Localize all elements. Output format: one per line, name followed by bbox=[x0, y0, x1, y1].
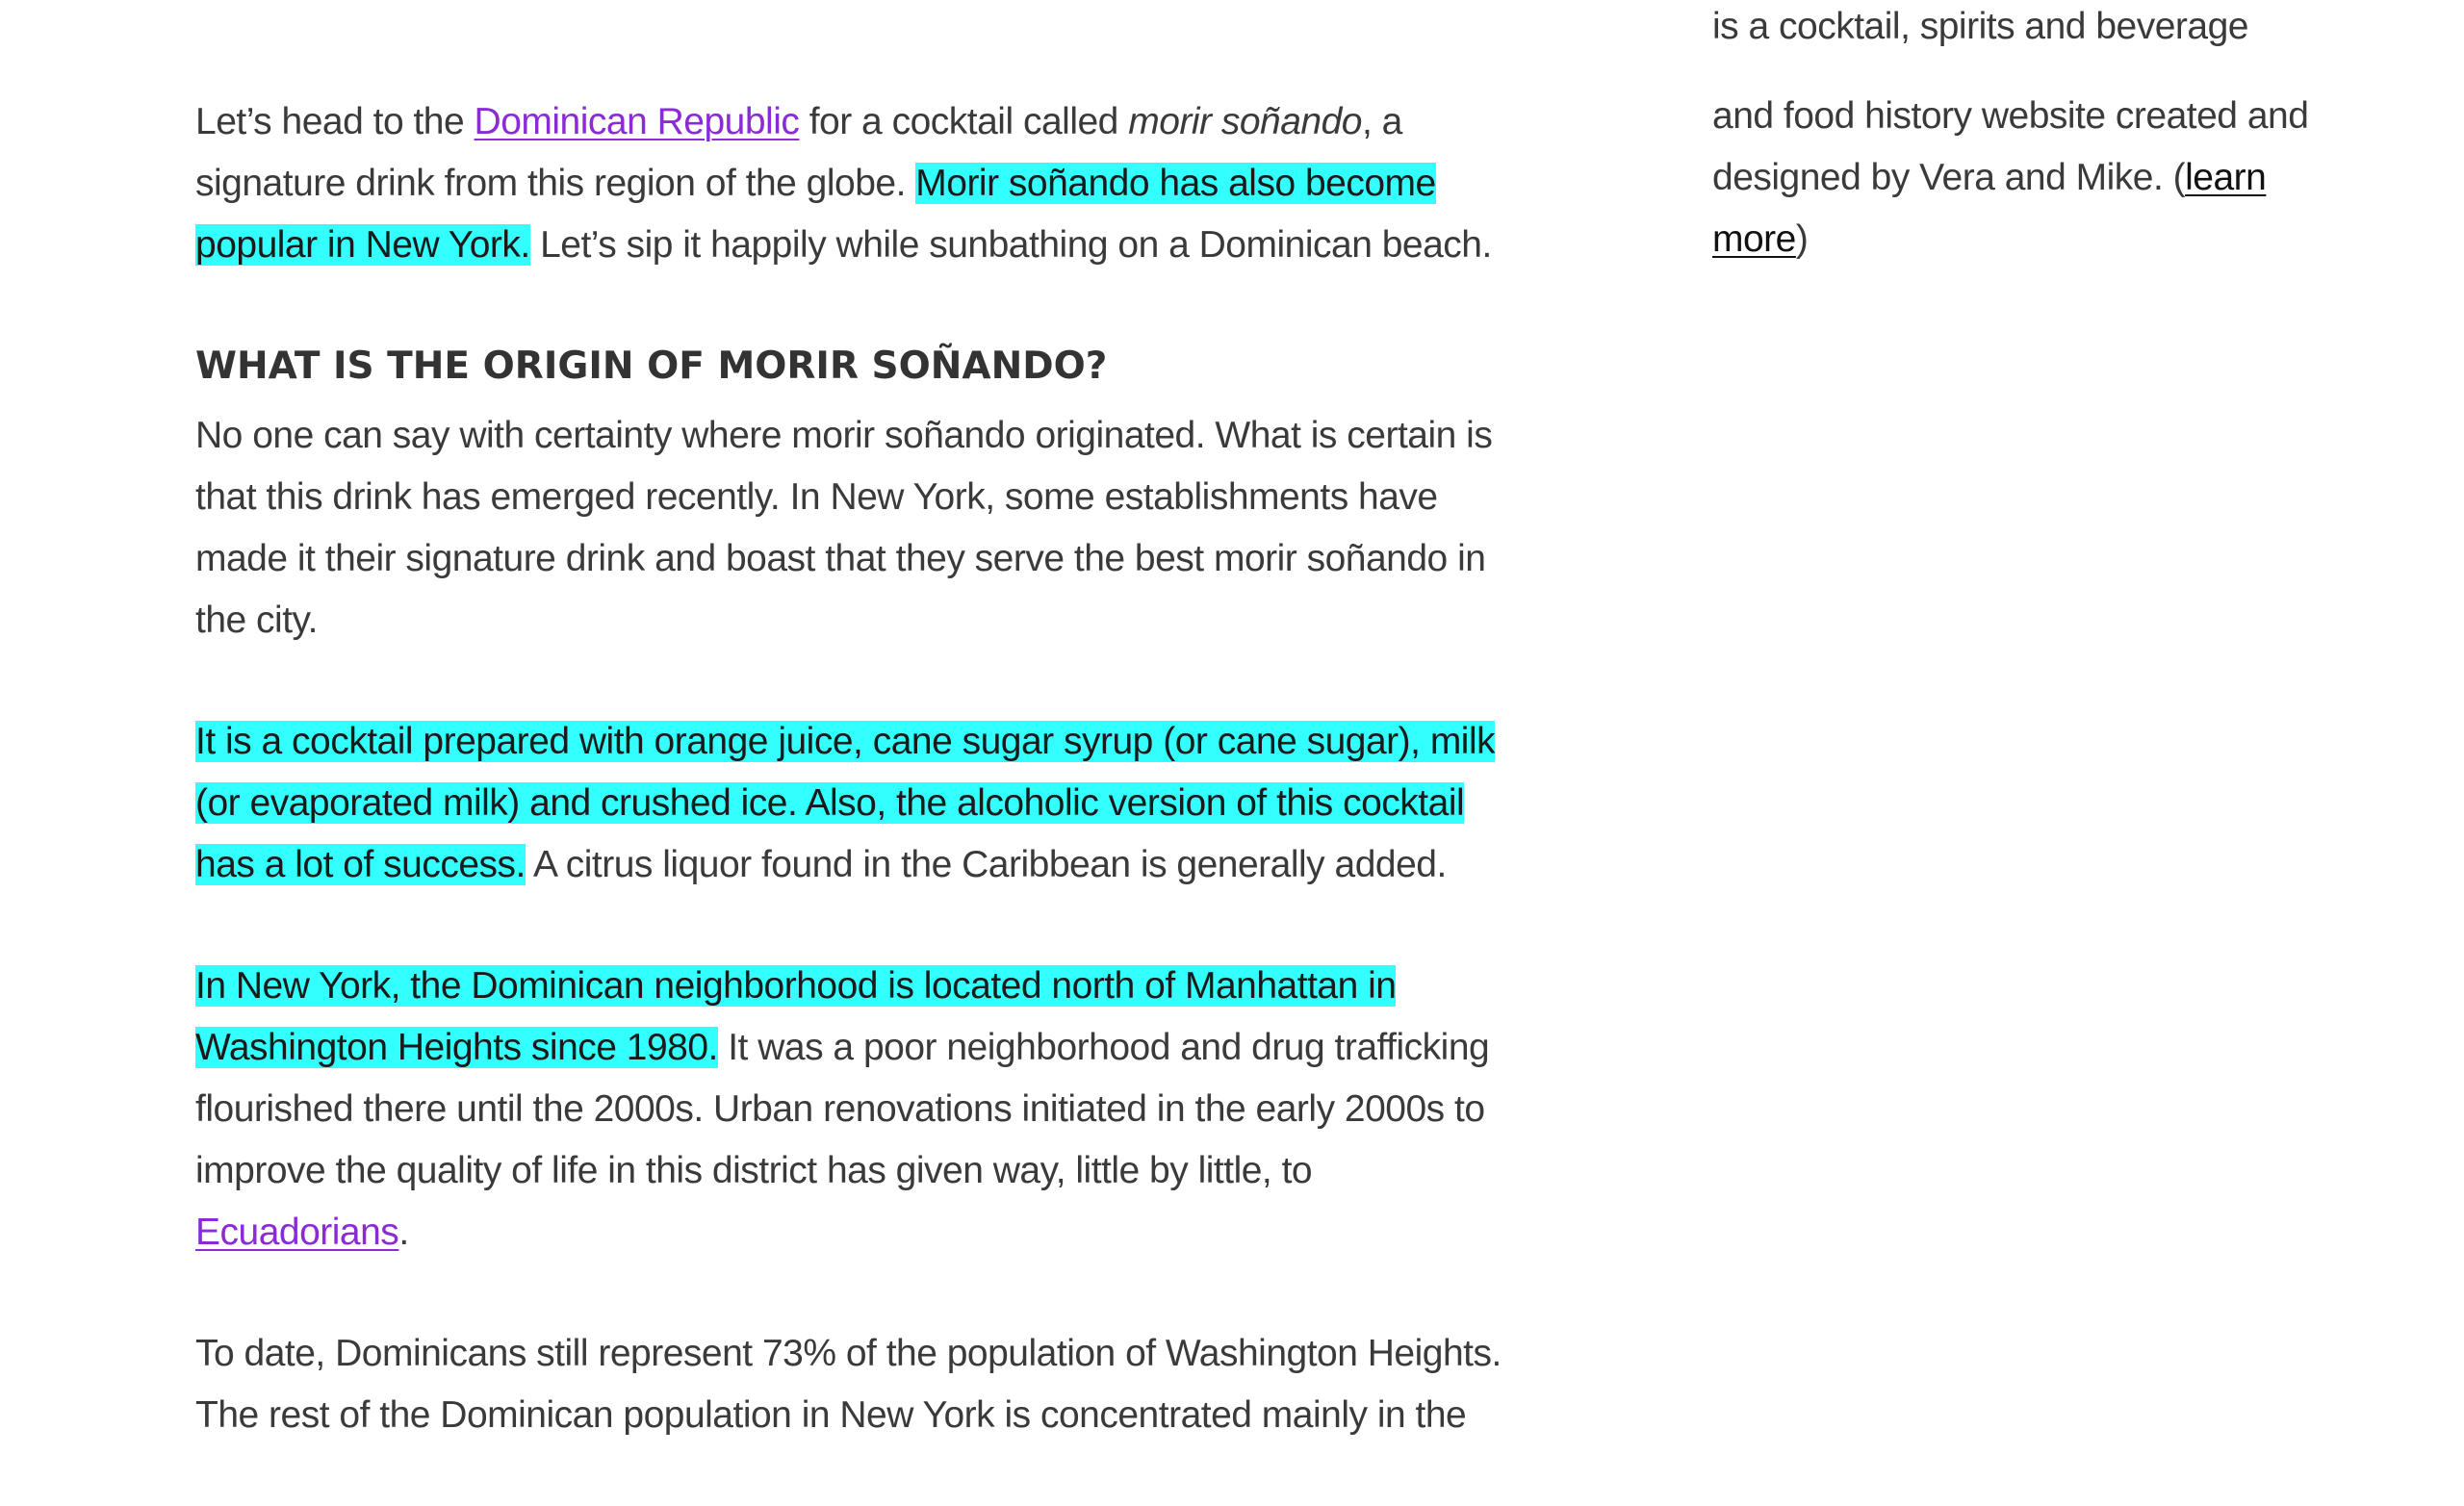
sidebar-cut-text: is a cocktail, spirits and beverage bbox=[1712, 6, 2248, 47]
highlighted-text: Morir soñando has also become popular in New York. bbox=[195, 163, 1436, 266]
recipe-paragraph bbox=[195, 711, 1524, 896]
article-body bbox=[195, 91, 1524, 1506]
cocktail-name-italic: morir soñando bbox=[1128, 101, 1362, 142]
dominican-republic-link[interactable]: Dominican Republic bbox=[474, 101, 800, 142]
sidebar-about bbox=[1712, 86, 2309, 270]
sidebar-about-text: and food history website created and designed by Vera and Mike. ( bbox=[1712, 95, 2309, 198]
intro-text: Let’s head to the bbox=[195, 101, 475, 142]
learn-more-link[interactable]: learn more bbox=[1712, 157, 2267, 260]
highlighted-text: It is a cocktail prepared with orange juice, cane sugar syrup (or cane sugar), milk (or evaporated milk) and crushed ice. Also, the alcoholic version of this cocktail has a lot of success. bbox=[195, 721, 1496, 885]
highlighted-text: In New York, the Dominican neighborhood is located north of Manhattan in Washington Heights since 1980. bbox=[195, 965, 1397, 1068]
neighborhood-paragraph bbox=[195, 956, 1524, 1264]
sidebar-about-close: ) bbox=[1795, 218, 1809, 260]
origin-paragraph: No one can say with certainty where morir soñando originated. What is certain is that this drink has emerged recently. In New York, some establishments have made it their signature drink and boast that they serve the best morir soñando in the city. bbox=[195, 415, 1493, 641]
intro-text: for a cocktail called bbox=[799, 101, 1129, 142]
sidebar-cut-line bbox=[1712, 6, 2309, 75]
neighborhood-text: . bbox=[398, 1212, 409, 1253]
intro-text: Let’s sip it happily while sunbathing on a Dominican beach. bbox=[529, 224, 1492, 266]
intro-paragraph bbox=[195, 91, 1524, 276]
neighborhood-text: It was a poor neighborhood and drug trafficking flourished there until the 2000s. Urban renovations initiated in the early 2000s to improve the quality of life in this district has given way, little by little, to bbox=[195, 1027, 1490, 1191]
origin-heading: WHAT IS THE ORIGIN OF MORIR SOÑANDO? bbox=[195, 345, 1108, 388]
ecuadorians-link[interactable]: Ecuadorians bbox=[195, 1212, 399, 1253]
population-paragraph: To date, Dominicans still represent 73% of the population of Washington Heights. The rest of the Dominican population in New York is concentrated mainly in the bbox=[195, 1333, 1502, 1436]
intro-text: , a signature drink from this region of the globe. bbox=[195, 101, 1402, 204]
recipe-text: A citrus liquor found in the Caribbean is generally added. bbox=[525, 844, 1447, 885]
